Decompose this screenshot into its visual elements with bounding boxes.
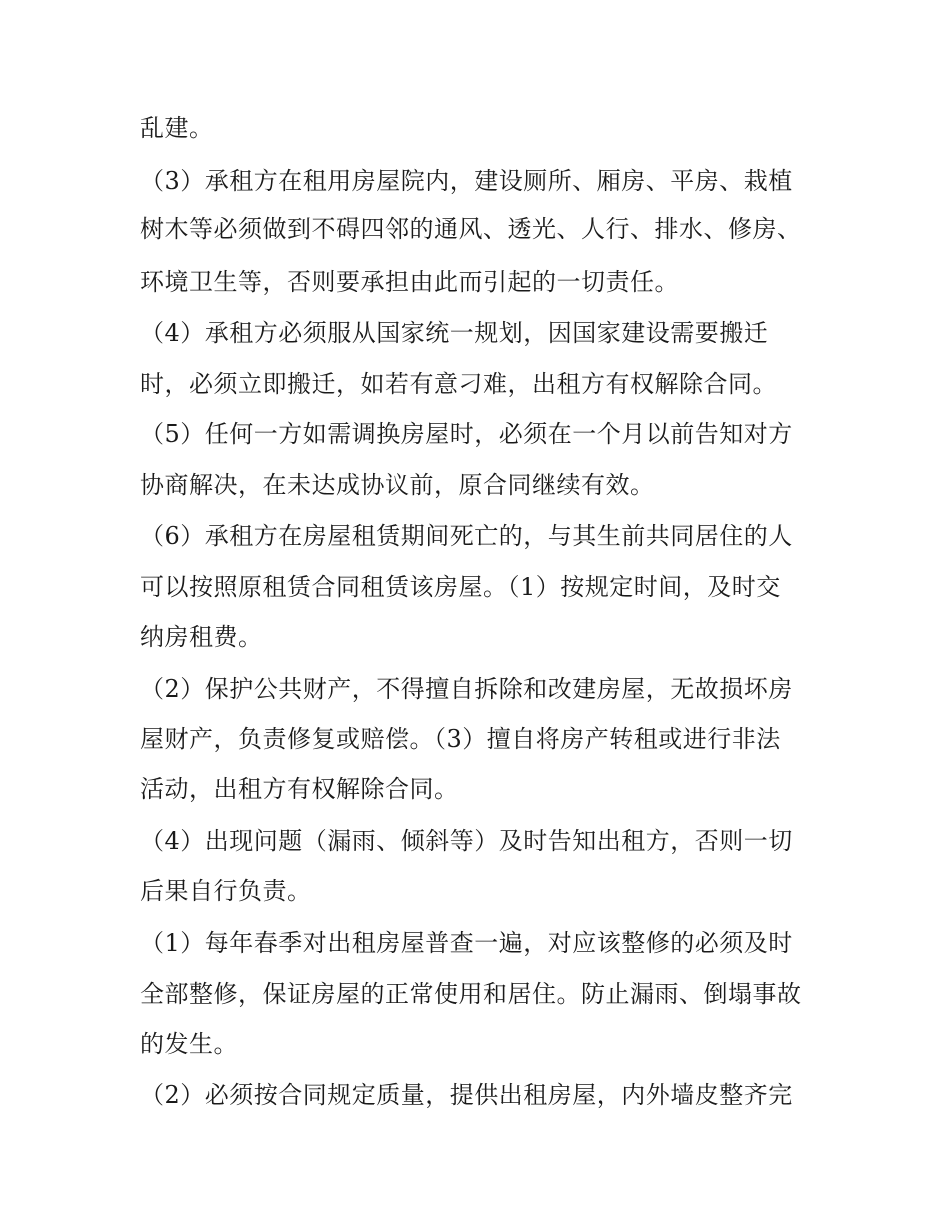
text-line: 的发生。 [140,1030,238,1058]
text-line: （4）出现问题（漏雨、倾斜等）及时告知出租方，否则一切 [140,827,793,855]
text-line: 纳房租费。 [140,623,263,651]
text-line: 协商解决，在未达成协议前，原合同继续有效。 [140,471,655,499]
text-line: 活动，出租方有权解除合同。 [140,775,459,803]
text-line: （5）任何一方如需调换房屋时，必须在一个月以前告知对方 [140,420,793,448]
text-line: 乱建。 [140,114,214,142]
text-line: （2）必须按合同规定质量，提供出租房屋，内外墙皮整齐完 [140,1081,793,1109]
text-line: （1）每年春季对出租房屋普查一遍，对应该整修的必须及时 [140,929,793,957]
text-line: 可以按照原租赁合同租赁该房屋。（1）按规定时间，及时交 [140,573,781,601]
text-line: （4）承租方必须服从国家统一规划，因国家建设需要搬迁 [140,319,769,347]
text-line: 树木等必须做到不碍四邻的通风、透光、人行、排水、修房、 [140,215,802,243]
text-line: （3）承租方在租用房屋院内，建设厕所、厢房、平房、栽植 [140,167,793,195]
text-line: 屋财产，负责修复或赔偿。（3）擅自将房产转租或进行非法 [140,725,781,753]
text-line: （6）承租方在房屋租赁期间死亡的，与其生前共同居住的人 [140,522,793,550]
text-line: 后果自行负责。 [140,877,312,905]
text-line: 全部整修，保证房屋的正常使用和居住。防止漏雨、倒塌事故 [140,980,802,1008]
text-line: （2）保护公共财产，不得擅自拆除和改建房屋，无故损坏房 [140,675,793,703]
text-line: 时，必须立即搬迁，如若有意刁难，出租方有权解除合同。 [140,370,777,398]
text-line: 环境卫生等，否则要承担由此而引起的一切责任。 [140,268,679,296]
